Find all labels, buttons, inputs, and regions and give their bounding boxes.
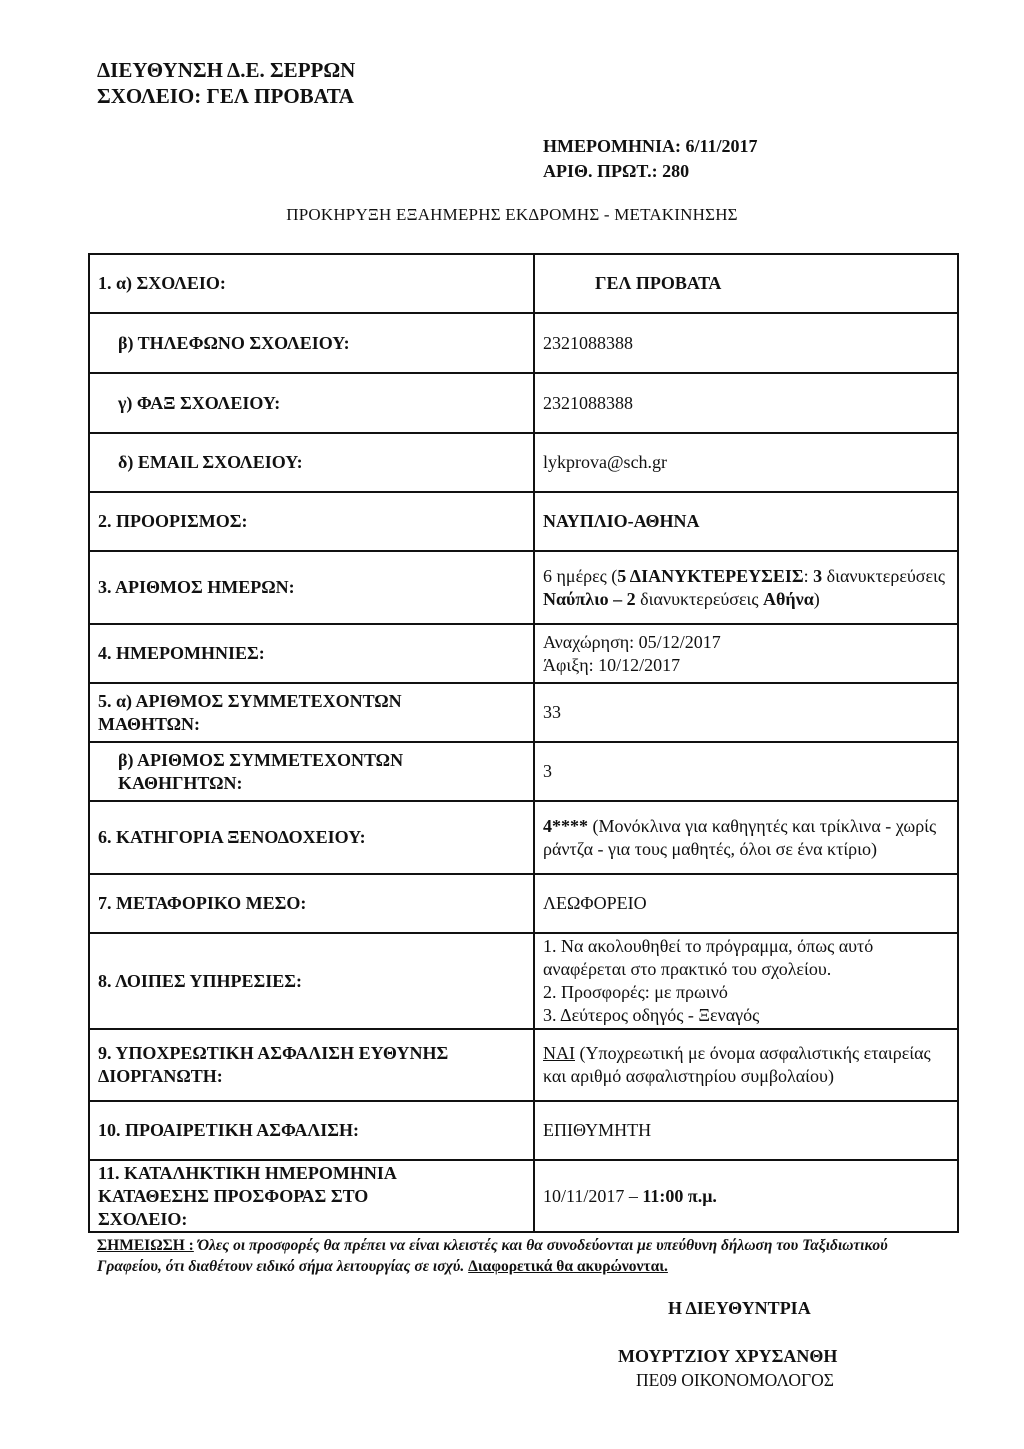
insurance-label: 9. ΥΠΟΧΡΕΩΤΙΚΗ ΑΣΦΑΛΙΣΗ ΕΥΘΥΝΗΣ ΔΙΟΡΓΑΝΩΤΗ: <box>89 1029 534 1101</box>
table-row <box>89 1101 958 1160</box>
protocol-number: ΑΡΙΘ. ΠΡΩΤ.: 280 <box>543 161 690 181</box>
days-text: διανυκτερεύσεις <box>822 565 946 586</box>
note-emphasis: Διαφορετικά θα ακυρώνονται. <box>468 1258 668 1275</box>
school-value: ΓΕΛ ΠΡΟΒΑΤΑ <box>595 273 722 293</box>
days-label: 3. ΑΡΙΘΜΟΣ ΗΜΕΡΩΝ: <box>89 551 534 624</box>
note-label: ΣΗΜΕΙΩΣΗ : <box>97 1237 194 1254</box>
table-row <box>89 624 958 683</box>
transport-value: ΛΕΩΦΟΡΕΙΟ <box>534 874 958 933</box>
days-text: 6 ημέρες ( <box>543 565 618 586</box>
nafplio-count: 3 <box>813 565 823 586</box>
destination-value: ΝΑΥΠΛΙΟ-ΑΘΗΝΑ <box>534 492 958 551</box>
email-label: δ) EMAIL ΣΧΟΛΕΙΟΥ: <box>89 433 534 492</box>
students-label: 5. α) ΑΡΙΘΜΟΣ ΣΥΜΜΕΤΕΧΟΝΤΩΝ ΜΑΘΗΤΩΝ: <box>98 690 402 734</box>
document-header <box>97 57 355 109</box>
teachers-label: β) ΑΡΙΘΜΟΣ ΣΥΜΜΕΤΕΧΟΝΤΩΝ ΚΑΘΗΓΗΤΩΝ: <box>118 749 404 793</box>
transport-label: 7. ΜΕΤΑΦΟΡΙΚΟ ΜΕΣΟ: <box>89 874 534 933</box>
teachers-value: 3 <box>534 742 958 801</box>
table-row <box>89 433 958 492</box>
deadline-date: 10/11/2017 – <box>543 1185 643 1206</box>
days-text: ) <box>813 588 820 609</box>
trip-details-table <box>88 253 959 1233</box>
table-row <box>89 683 958 742</box>
services-label: 8. ΛΟΙΠΕΣ ΥΠΗΡΕΣΙΕΣ: <box>89 933 534 1029</box>
document-date: ΗΜΕΡΟΜΗΝΙΑ: 6/11/2017 <box>543 136 758 156</box>
fax-label: γ) ΦΑΞ ΣΧΟΛΕΙΟΥ: <box>89 373 534 433</box>
days-value <box>534 551 958 624</box>
service-item: 2. Προσφορές: με πρωινό <box>543 982 728 1002</box>
hotel-stars: 4**** <box>543 815 588 836</box>
fax-value: 2321088388 <box>534 373 958 433</box>
table-row <box>89 551 958 624</box>
days-text: : <box>803 565 814 586</box>
deadline-label: 11. ΚΑΤΑΛΗΚΤΙΚΗ ΗΜΕΡΟΜΗΝΙΑ ΚΑΤΑΘΕΣΗΣ ΠΡΟΣΦΟΡΑΣ ΣΤΟ ΣΧΟΛΕΙΟ: <box>98 1162 396 1229</box>
phone-label: β) ΤΗΛΕΦΩΝΟ ΣΧΟΛΕΙΟΥ: <box>89 313 534 373</box>
table-row <box>89 373 958 433</box>
table-row <box>89 801 958 874</box>
table-row <box>89 1160 958 1232</box>
table-row <box>89 874 958 933</box>
insurance-value: (Υποχρεωτική με όνομα ασφαλιστικής εταιρείας και αριθμό ασφαλιστηρίου συμβολαίου) <box>543 1043 931 1086</box>
optional-insurance-value: ΕΠΙΘΥΜΗΤΗ <box>534 1101 958 1160</box>
service-item: 1. Να ακολουθηθεί το πρόγραμμα, όπως αυτό αναφέρεται στο πρακτικό του σχολείου. <box>543 936 874 979</box>
athens: Αθήνα <box>763 588 814 609</box>
hotel-value: (Μονόκλινα για καθηγητές και τρίκλινα - χωρίς ράντζα - για τους μαθητές, όλοι σε ένα κτίριο) <box>543 815 937 859</box>
table-row <box>89 1029 958 1101</box>
table-row <box>89 933 958 1029</box>
note <box>97 1235 927 1277</box>
students-value: 33 <box>534 683 958 742</box>
signature-title: Η ΔΙΕΥΘΥΝΤΡΙΑ <box>668 1298 811 1318</box>
service-item: 3. Δεύτερος οδηγός - Ξεναγός <box>543 1005 760 1025</box>
insurance-yes: ΝΑΙ <box>543 1043 575 1063</box>
table-row <box>89 492 958 551</box>
email-value: lykprova@sch.gr <box>534 433 958 492</box>
page-title: ΠΡΟΚΗΡΥΞΗ ΕΞΑΗΜΕΡΗΣ ΕΚΔΡΟΜΗΣ - ΜΕΤΑΚΙΝΗΣΗΣ <box>286 205 738 224</box>
school-label: 1. α) ΣΧΟΛΕΙΟ: <box>89 254 534 313</box>
deadline-time: 11:00 π.μ. <box>642 1185 717 1206</box>
departure-date: Αναχώρηση: 05/12/2017 <box>543 631 721 652</box>
table-row <box>89 742 958 801</box>
phone-value: 2321088388 <box>534 313 958 373</box>
nafplio-athens: Ναύπλιο – 2 <box>543 588 636 609</box>
table-row <box>89 313 958 373</box>
table-row <box>89 254 958 313</box>
school-name: ΣΧΟΛΕΙΟ: ΓΕΛ ΠΡΟΒΑΤΑ <box>97 84 354 108</box>
directorate-name: ΔΙΕΥΘΥΝΣΗ Δ.Ε. ΣΕΡΡΩΝ <box>97 58 356 82</box>
signature-name: ΜΟΥΡΤΖΙΟΥ ΧΡΥΣΑΝΘΗ <box>618 1346 838 1366</box>
days-text: διανυκτερεύσεις <box>635 588 764 609</box>
signature-role: ΠΕ09 ΟΙΚΟΝΟΜΟΛΟΓΟΣ <box>636 1370 834 1390</box>
hotel-label: 6. ΚΑΤΗΓΟΡΙΑ ΞΕΝΟΔΟΧΕΙΟΥ: <box>89 801 534 874</box>
note-text: Όλες οι προσφορές θα πρέπει να είναι κλειστές και θα συνοδεύονται με υπεύθυνη δήλωση του Ταξιδιωτικού Γραφείου, ότι διαθέτουν ειδικό σήμα λειτουργίας σε ισχύ. <box>97 1237 888 1275</box>
overnights-count: 5 ΔΙΑΝΥΚΤΕΡΕΥΣΕΙΣ <box>617 565 804 586</box>
destination-label: 2. ΠΡΟΟΡΙΣΜΟΣ: <box>89 492 534 551</box>
optional-insurance-label: 10. ΠΡΟΑΙΡΕΤΙΚΗ ΑΣΦΑΛΙΣΗ: <box>89 1101 534 1160</box>
document-meta <box>543 134 758 184</box>
dates-label: 4. ΗΜΕΡΟΜΗΝΙΕΣ: <box>89 624 534 683</box>
arrival-date: Άφιξη: 10/12/2017 <box>543 654 681 675</box>
